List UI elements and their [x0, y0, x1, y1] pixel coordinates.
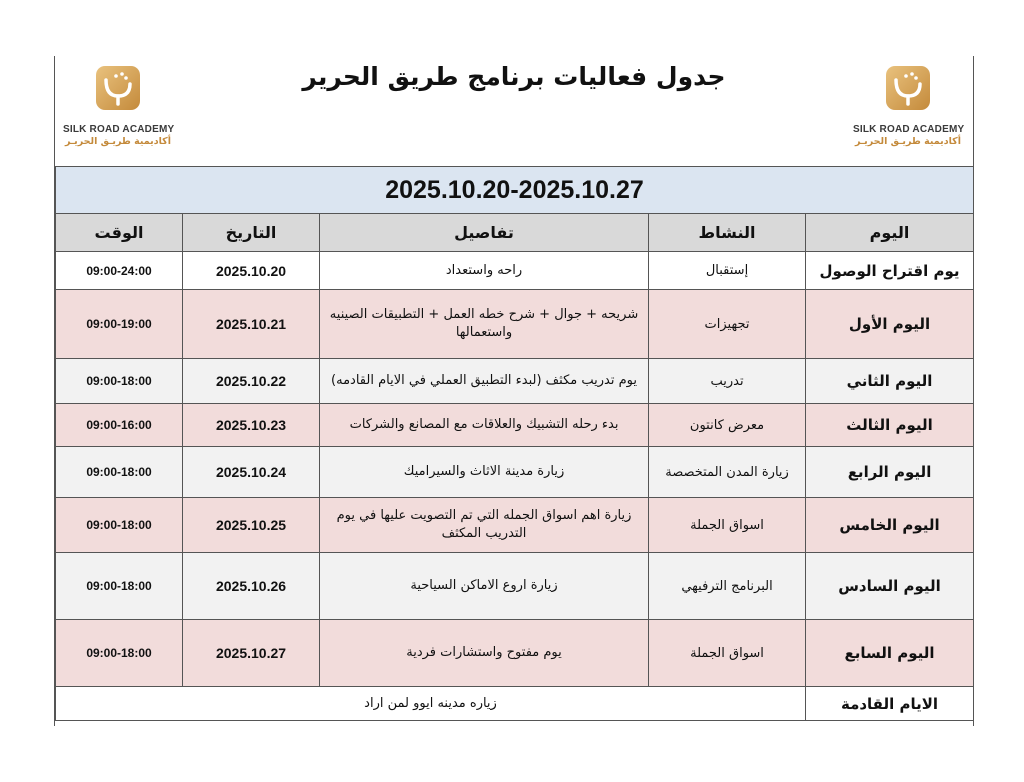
row-details: زيارة اهم اسواق الجمله التي تم التصويت عليها في يوم التدريب المكثف [320, 498, 649, 553]
footer-row [56, 687, 974, 721]
table-row [56, 620, 974, 687]
academy-name-ar: أكاديمية طريـق الحريـر [65, 136, 171, 147]
sheet-header [55, 56, 973, 166]
footer-details: زياره مدينه ايوو لمن اراد [56, 687, 806, 721]
table-row [56, 447, 974, 498]
row-time: 09:00-16:00 [56, 404, 183, 447]
row-time: 09:00-19:00 [56, 290, 183, 359]
row-time: 09:00-18:00 [56, 447, 183, 498]
academy-logo-right [853, 66, 963, 147]
row-activity: إستقبال [649, 252, 806, 290]
row-details: زيارة اروع الاماكن السياحية [320, 553, 649, 620]
row-activity: اسواق الجملة [649, 620, 806, 687]
row-date: 2025.10.25 [183, 498, 320, 553]
schedule-sheet [54, 56, 974, 726]
date-range: 2025.10.20-2025.10.27 [56, 167, 974, 214]
page-title: جدول فعاليات برنامج طريق الحرير [302, 62, 726, 91]
footer-day: الايام القادمة [806, 687, 974, 721]
row-time: 09:00-18:00 [56, 553, 183, 620]
row-activity: معرض كانتون [649, 404, 806, 447]
schedule-table [55, 166, 974, 721]
row-activity: تجهيزات [649, 290, 806, 359]
table-row [56, 553, 974, 620]
table-header-row [56, 214, 974, 252]
row-time: 09:00-18:00 [56, 620, 183, 687]
row-day: اليوم السابع [806, 620, 974, 687]
row-day: اليوم الخامس [806, 498, 974, 553]
row-activity: تدريب [649, 359, 806, 404]
row-date: 2025.10.27 [183, 620, 320, 687]
row-day: اليوم الثالث [806, 404, 974, 447]
row-date: 2025.10.24 [183, 447, 320, 498]
row-day: اليوم السادس [806, 553, 974, 620]
academy-name-ar: أكاديمية طريـق الحريـر [855, 136, 961, 147]
row-details: راحه واستعداد [320, 252, 649, 290]
row-activity: اسواق الجملة [649, 498, 806, 553]
header-time: الوقت [56, 214, 183, 252]
row-details: يوم مفتوح واستشارات فردية [320, 620, 649, 687]
table-row [56, 404, 974, 447]
row-date: 2025.10.26 [183, 553, 320, 620]
row-date: 2025.10.22 [183, 359, 320, 404]
row-date: 2025.10.21 [183, 290, 320, 359]
row-details: زيارة مدينة الاثاث والسيراميك [320, 447, 649, 498]
row-time: 09:00-24:00 [56, 252, 183, 290]
header-day: اليوم [806, 214, 974, 252]
header-date: التاريخ [183, 214, 320, 252]
row-day: اليوم الثاني [806, 359, 974, 404]
silk-road-logo-icon [886, 66, 930, 110]
row-time: 09:00-18:00 [56, 359, 183, 404]
table-row [56, 252, 974, 290]
row-day: يوم اقتراح الوصول [806, 252, 974, 290]
row-activity: زيارة المدن المتخصصة [649, 447, 806, 498]
header-activity: النشاط [649, 214, 806, 252]
table-row [56, 290, 974, 359]
academy-name-en: SILK ROAD ACADEMY [853, 124, 965, 135]
date-range-row [56, 167, 974, 214]
row-time: 09:00-18:00 [56, 498, 183, 553]
row-day: اليوم الرابع [806, 447, 974, 498]
row-details: بدء رحله التشبيك والعلاقات مع المصانع والشركات [320, 404, 649, 447]
row-day: اليوم الأول [806, 290, 974, 359]
row-details: يوم تدريب مكثف (لبدء التطبيق العملي في الايام القادمه) [320, 359, 649, 404]
table-row [56, 359, 974, 404]
row-date: 2025.10.20 [183, 252, 320, 290]
table-row [56, 498, 974, 553]
academy-name-en: SILK ROAD ACADEMY [63, 124, 175, 135]
header-details: تفاصيل [320, 214, 649, 252]
row-date: 2025.10.23 [183, 404, 320, 447]
row-activity: البرنامج الترفيهي [649, 553, 806, 620]
row-details: شريحه + جوال + شرح خطه العمل + التطبيقات الصينيه واستعمالها [320, 290, 649, 359]
